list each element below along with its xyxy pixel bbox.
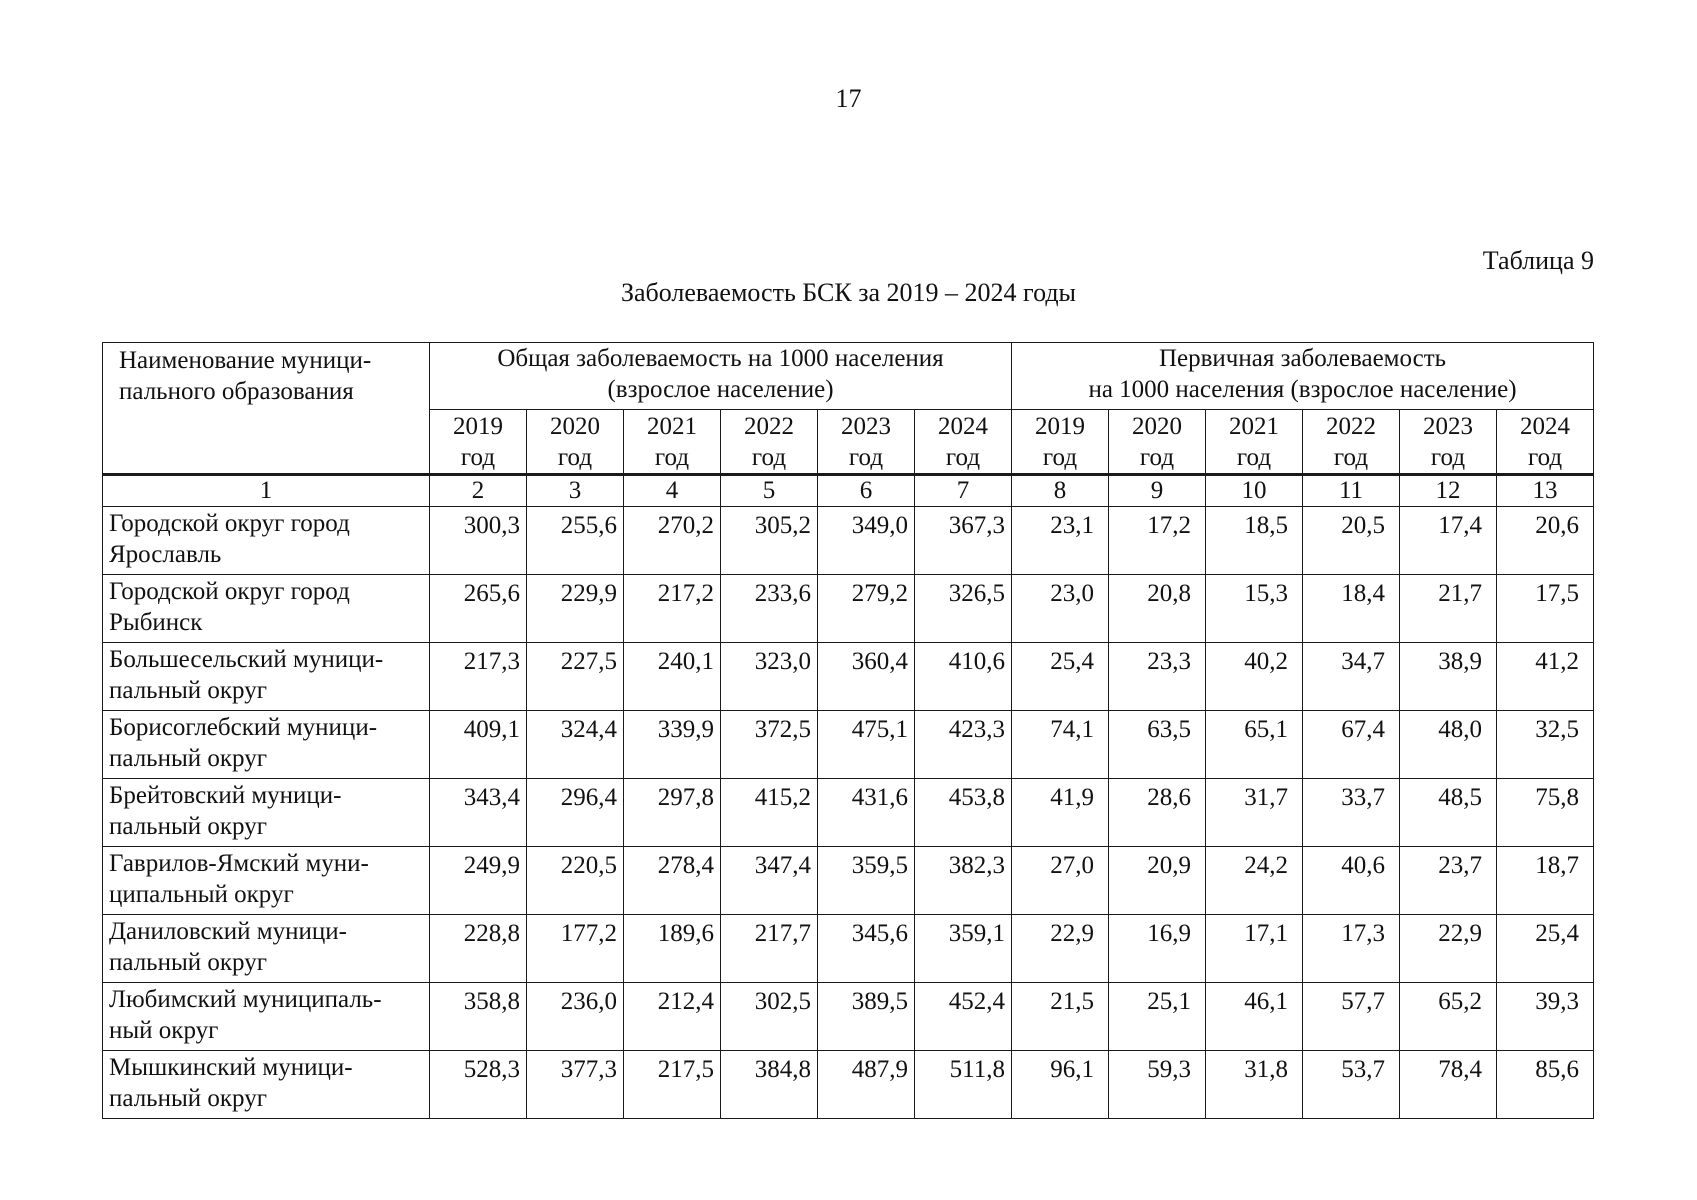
municipality-name-line: ный округ [109,1017,219,1044]
value-cell: 41,2 [1497,643,1594,711]
value-cell: 25,1 [1109,983,1206,1051]
value-cell: 452,4 [915,983,1012,1051]
value-cell: 15,3 [1206,575,1303,643]
value-cell: 23,7 [1400,847,1497,915]
value-cell: 339,9 [624,711,721,779]
municipality-name-line: Любимский муниципаль- [109,986,382,1013]
value-cell: 41,9 [1012,779,1109,847]
value-cell: 23,0 [1012,575,1109,643]
value-cell: 487,9 [818,1051,915,1119]
municipality-name-line: Ярославль [109,541,222,568]
value-cell: 24,2 [1206,847,1303,915]
value-cell: 359,5 [818,847,915,915]
year-label: 2019 [453,412,503,440]
value-cell: 453,8 [915,779,1012,847]
municipality-name-line: Рыбинск [109,609,203,636]
municipality-name-line: Городской округ город [109,578,350,605]
value-cell: 249,9 [430,847,527,915]
municipality-name-line: ципальный округ [109,881,294,908]
municipality-name-cell [103,915,430,983]
column-number-cell: 6 [818,475,915,507]
value-cell: 34,7 [1303,643,1400,711]
general-morbidity-header-line: (взрослое население) [607,376,834,403]
value-cell: 85,6 [1497,1051,1594,1119]
municipality-name-line: Даниловский муници- [109,918,347,945]
value-cell: 25,4 [1497,915,1594,983]
value-cell: 20,6 [1497,507,1594,575]
municipality-name-cell [103,643,430,711]
value-cell: 384,8 [721,1051,818,1119]
value-cell: 21,7 [1400,575,1497,643]
year-header-cell [1012,410,1109,475]
table-title: Заболеваемость БСК за 2019 – 2024 годы [620,278,1077,307]
municipality-name-line: Большесельский муници- [109,646,384,673]
municipality-name-line: Городской округ город [109,510,350,537]
name-column-header [103,343,430,475]
table-row [103,779,1594,847]
column-number-cell: 7 [915,475,1012,507]
value-cell: 38,9 [1400,643,1497,711]
municipality-name-line: пальный округ [109,949,267,976]
value-cell: 75,8 [1497,779,1594,847]
value-cell: 18,7 [1497,847,1594,915]
value-cell: 67,4 [1303,711,1400,779]
value-cell: 278,4 [624,847,721,915]
year-header-cell [624,410,721,475]
value-cell: 305,2 [721,507,818,575]
year-suffix: год [1236,443,1272,471]
year-label: 2024 [1520,412,1570,440]
year-suffix: год [1139,443,1175,471]
year-suffix: год [751,443,787,471]
year-suffix: год [460,443,496,471]
value-cell: 217,3 [430,643,527,711]
value-cell: 323,0 [721,643,818,711]
morbidity-table [102,342,1594,1119]
municipality-name-line: Гаврилов-Ямский муни- [109,850,369,877]
primary-morbidity-header-line: на 1000 населения (взрослое население) [1088,376,1517,403]
table-row [103,507,1594,575]
municipality-name-cell [103,983,430,1051]
value-cell: 53,7 [1303,1051,1400,1119]
municipality-name-line: Мышкинский муници- [109,1054,353,1081]
value-cell: 220,5 [527,847,624,915]
year-header-cell [430,410,527,475]
column-number-cell: 10 [1206,475,1303,507]
value-cell: 63,5 [1109,711,1206,779]
year-suffix: год [848,443,884,471]
page-number: 17 [835,84,862,113]
value-cell: 236,0 [527,983,624,1051]
value-cell: 17,5 [1497,575,1594,643]
value-cell: 349,0 [818,507,915,575]
value-cell: 23,3 [1109,643,1206,711]
value-cell: 297,8 [624,779,721,847]
value-cell: 17,2 [1109,507,1206,575]
column-number-row [103,475,1594,507]
municipality-name-cell [103,779,430,847]
value-cell: 65,2 [1400,983,1497,1051]
value-cell: 96,1 [1012,1051,1109,1119]
value-cell: 21,5 [1012,983,1109,1051]
value-cell: 23,1 [1012,507,1109,575]
value-cell: 22,9 [1400,915,1497,983]
value-cell: 382,3 [915,847,1012,915]
municipality-name-line: пальный округ [109,813,267,840]
table-row [103,1051,1594,1119]
value-cell: 324,4 [527,711,624,779]
value-cell: 511,8 [915,1051,1012,1119]
column-number-cell: 1 [103,475,430,507]
year-suffix: год [654,443,690,471]
year-header-cell [1497,410,1594,475]
year-label: 2023 [1423,412,1473,440]
value-cell: 389,5 [818,983,915,1051]
value-cell: 345,6 [818,915,915,983]
value-cell: 372,5 [721,711,818,779]
year-header-cell [527,410,624,475]
municipality-name-cell [103,711,430,779]
value-cell: 18,5 [1206,507,1303,575]
value-cell: 20,8 [1109,575,1206,643]
year-header-cell [818,410,915,475]
value-cell: 233,6 [721,575,818,643]
value-cell: 431,6 [818,779,915,847]
table-row [103,643,1594,711]
column-number-cell: 4 [624,475,721,507]
value-cell: 46,1 [1206,983,1303,1051]
value-cell: 279,2 [818,575,915,643]
value-cell: 27,0 [1012,847,1109,915]
value-cell: 17,1 [1206,915,1303,983]
value-cell: 475,1 [818,711,915,779]
table-row [103,711,1594,779]
value-cell: 22,9 [1012,915,1109,983]
value-cell: 228,8 [430,915,527,983]
value-cell: 48,5 [1400,779,1497,847]
value-cell: 217,7 [721,915,818,983]
value-cell: 40,2 [1206,643,1303,711]
column-number-cell: 9 [1109,475,1206,507]
year-label: 2022 [1326,412,1376,440]
municipality-name-cell [103,507,430,575]
value-cell: 177,2 [527,915,624,983]
municipality-name-line: Борисоглебский муници- [109,714,378,741]
value-cell: 240,1 [624,643,721,711]
value-cell: 40,6 [1303,847,1400,915]
year-header-cell [915,410,1012,475]
column-number-cell: 3 [527,475,624,507]
value-cell: 358,8 [430,983,527,1051]
value-cell: 300,3 [430,507,527,575]
value-cell: 409,1 [430,711,527,779]
value-cell: 302,5 [721,983,818,1051]
value-cell: 212,4 [624,983,721,1051]
municipality-name-cell [103,847,430,915]
value-cell: 410,6 [915,643,1012,711]
table-row [103,847,1594,915]
value-cell: 16,9 [1109,915,1206,983]
year-label: 2020 [1132,412,1182,440]
municipality-name-line: пальный округ [109,1085,267,1112]
year-label: 2021 [1229,412,1279,440]
municipality-name-line: Брейтовский муници- [109,782,342,809]
value-cell: 17,3 [1303,915,1400,983]
value-cell: 39,3 [1497,983,1594,1051]
table-row [103,915,1594,983]
municipality-name-cell [103,575,430,643]
column-number-cell: 12 [1400,475,1497,507]
value-cell: 33,7 [1303,779,1400,847]
municipality-name-line: пальный округ [109,745,267,772]
column-number-cell: 2 [430,475,527,507]
value-cell: 48,0 [1400,711,1497,779]
value-cell: 31,7 [1206,779,1303,847]
value-cell: 65,1 [1206,711,1303,779]
value-cell: 347,4 [721,847,818,915]
value-cell: 528,3 [430,1051,527,1119]
value-cell: 32,5 [1497,711,1594,779]
municipality-name-cell [103,1051,430,1119]
general-morbidity-header [430,343,1012,410]
value-cell: 367,3 [915,507,1012,575]
value-cell: 57,7 [1303,983,1400,1051]
value-cell: 360,4 [818,643,915,711]
name-column-header-line: пального образования [119,378,354,405]
column-number-cell: 11 [1303,475,1400,507]
year-suffix: год [1042,443,1078,471]
value-cell: 229,9 [527,575,624,643]
table-label: Таблица 9 [1482,246,1594,275]
table-row [103,983,1594,1051]
value-cell: 17,4 [1400,507,1497,575]
value-cell: 18,4 [1303,575,1400,643]
column-number-cell: 8 [1012,475,1109,507]
value-cell: 189,6 [624,915,721,983]
year-header-cell [1303,410,1400,475]
value-cell: 227,5 [527,643,624,711]
year-header-cell [1206,410,1303,475]
general-morbidity-header-line: Общая заболеваемость на 1000 населения [497,345,944,372]
year-label: 2024 [938,412,988,440]
primary-morbidity-header [1012,343,1594,410]
value-cell: 343,4 [430,779,527,847]
value-cell: 78,4 [1400,1051,1497,1119]
year-label: 2021 [647,412,697,440]
column-number-cell: 13 [1497,475,1594,507]
table-row [103,575,1594,643]
value-cell: 415,2 [721,779,818,847]
value-cell: 423,3 [915,711,1012,779]
year-suffix: год [557,443,593,471]
value-cell: 217,2 [624,575,721,643]
value-cell: 20,9 [1109,847,1206,915]
value-cell: 217,5 [624,1051,721,1119]
year-label: 2019 [1035,412,1085,440]
value-cell: 377,3 [527,1051,624,1119]
year-header-cell [1109,410,1206,475]
value-cell: 296,4 [527,779,624,847]
year-header-cell [1400,410,1497,475]
column-number-cell: 5 [721,475,818,507]
table-body [103,507,1594,1119]
municipality-name-line: пальный округ [109,677,267,704]
year-suffix: год [1333,443,1369,471]
value-cell: 74,1 [1012,711,1109,779]
value-cell: 265,6 [430,575,527,643]
year-suffix: год [1527,443,1563,471]
name-column-header-line: Наименование муници- [119,347,372,374]
year-suffix: год [1430,443,1466,471]
year-label: 2022 [744,412,794,440]
year-header-cell [721,410,818,475]
year-suffix: год [945,443,981,471]
year-label: 2023 [841,412,891,440]
value-cell: 326,5 [915,575,1012,643]
value-cell: 359,1 [915,915,1012,983]
value-cell: 270,2 [624,507,721,575]
primary-morbidity-header-line: Первичная заболеваемость [1158,345,1447,372]
value-cell: 28,6 [1109,779,1206,847]
year-label: 2020 [550,412,600,440]
value-cell: 31,8 [1206,1051,1303,1119]
value-cell: 255,6 [527,507,624,575]
value-cell: 25,4 [1012,643,1109,711]
value-cell: 59,3 [1109,1051,1206,1119]
value-cell: 20,5 [1303,507,1400,575]
